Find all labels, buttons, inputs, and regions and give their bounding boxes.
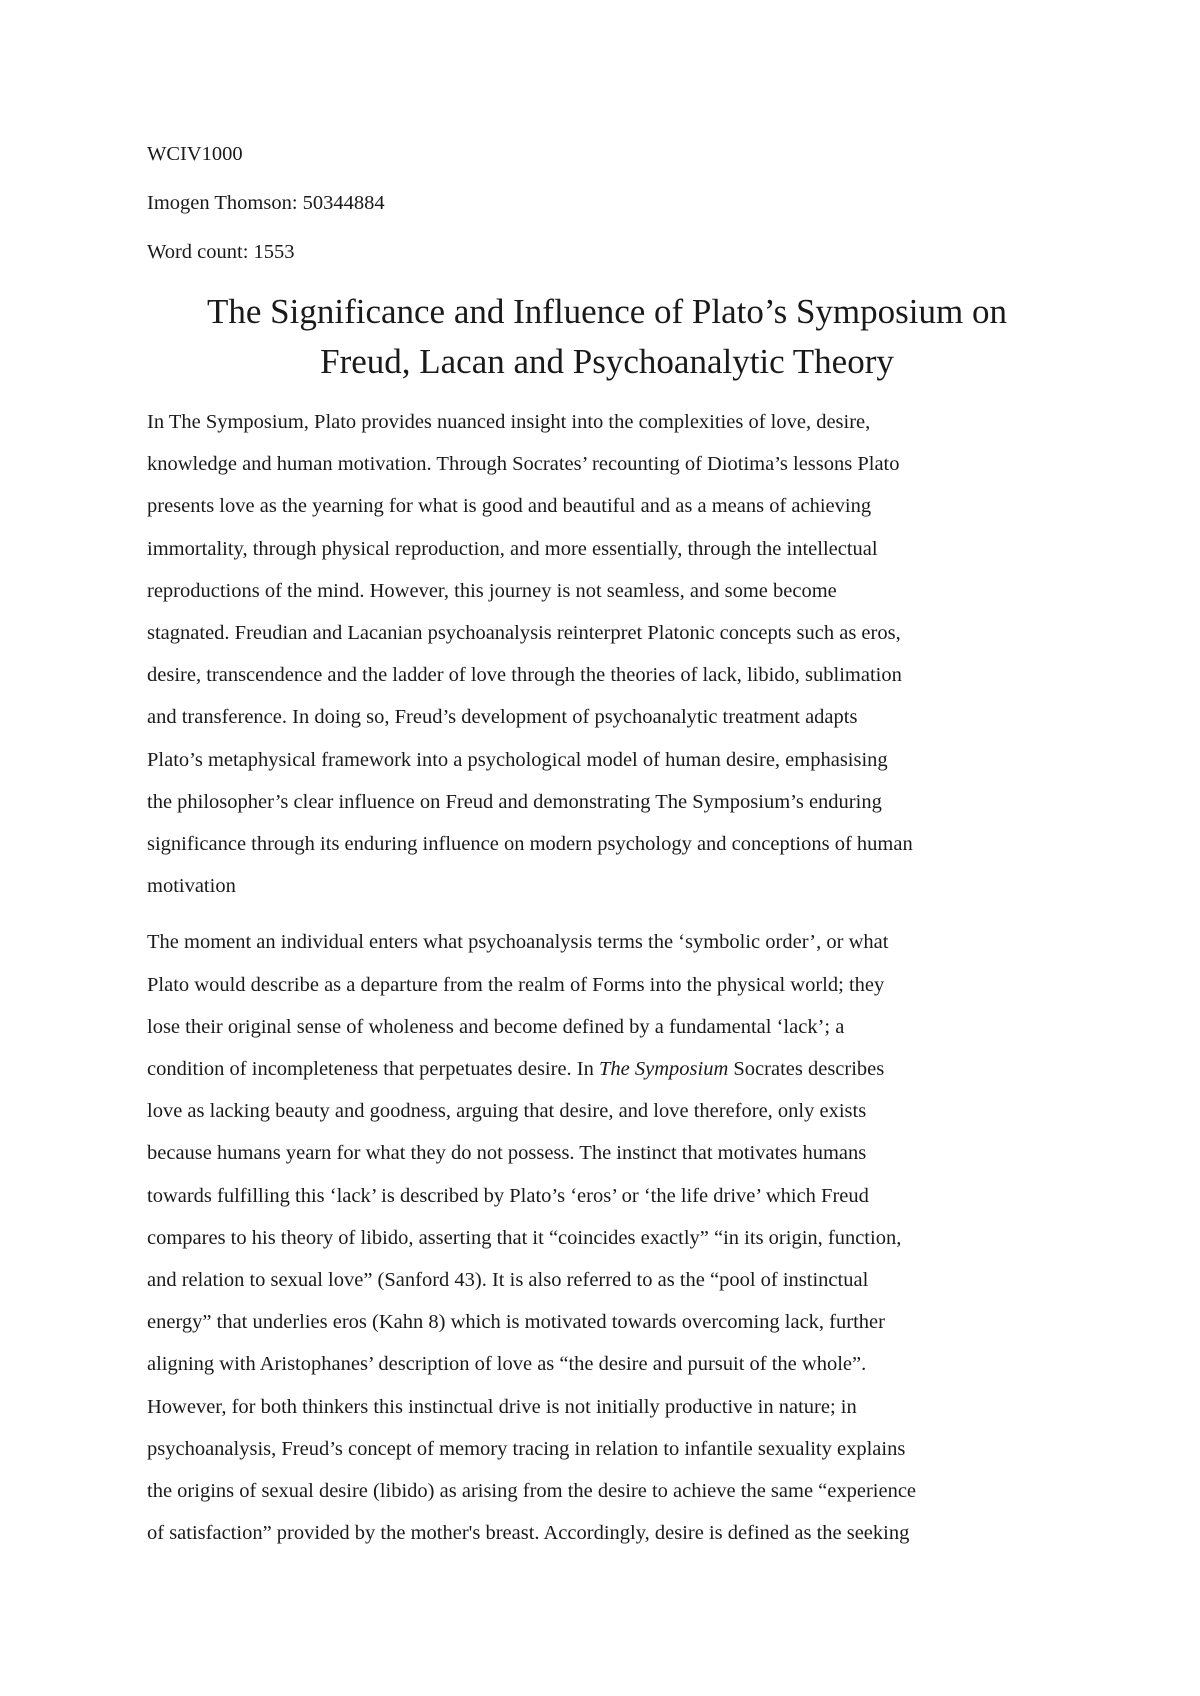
italic-work-title: The Symposium (599, 1058, 729, 1081)
word-count: Word count: 1553 (147, 241, 295, 263)
text-line: The moment an individual enters what psychoanalysis terms the ‘symbolic order’, or what (147, 931, 889, 954)
text-line: aligning with Aristophanes’ description of love as “the desire and pursuit of the whole”. (147, 1353, 867, 1376)
essay-title (147, 287, 1067, 387)
text-line: knowledge and human motivation. Through Socrates’ recounting of Diotima’s lessons Plato (147, 453, 900, 476)
document-body (147, 140, 1067, 1568)
text-line: lose their original sense of wholeness and become defined by a fundamental ‘lack’; a (147, 1015, 845, 1038)
text-line-with-italic (147, 1048, 1067, 1090)
text-line: significance through its enduring influence on modern psychology and conceptions of human (147, 833, 913, 856)
text-line: Plato’s metaphysical framework into a psychological model of human desire, emphasising (147, 748, 888, 771)
text-line: stagnated. Freudian and Lacanian psychoanalysis reinterpret Platonic concepts such as eros, (147, 622, 901, 645)
text-line: because humans yearn for what they do not possess. The instinct that motivates humans (147, 1142, 867, 1165)
text-line: In The Symposium, Plato provides nuanced insight into the complexities of love, desire, (147, 411, 871, 433)
text-line: However, for both thinkers this instinctual drive is not initially productive in nature; in (147, 1395, 857, 1418)
text-run: condition of incompleteness that perpetuates desire. In (147, 1058, 600, 1081)
text-run: Socrates describes (728, 1058, 885, 1081)
text-line: immortality, through physical reproduction, and more essentially, through the intellectual (147, 537, 878, 560)
text-line: towards fulfilling this ‘lack’ is described by Plato’s ‘eros’ or ‘the life drive’ which Freud (147, 1184, 869, 1207)
text-line: the origins of sexual desire (libido) as arising from the desire to achieve the same “experience (147, 1480, 917, 1503)
essay-title-line: Freud, Lacan and Psychoanalytic Theory (320, 342, 894, 381)
essay-title-line: The Significance and Influence of Plato’s Symposium on (207, 292, 1007, 331)
text-line: presents love as the yearning for what is good and beautiful and as a means of achieving (147, 495, 872, 518)
text-line: and transference. In doing so, Freud’s development of psychoanalytic treatment adapts (147, 706, 858, 729)
text-line: compares to his theory of libido, asserting that it “coincides exactly” “in its origin, function, (147, 1226, 902, 1249)
text-line: Plato would describe as a departure from the realm of Forms into the physical world; they (147, 973, 885, 996)
text-line: energy” that underlies eros (Kahn 8) which is motivated towards overcoming lack, further (147, 1311, 885, 1334)
course-code: WCIV1000 (147, 143, 243, 165)
text-line: desire, transcendence and the ladder of love through the theories of lack, libido, sublimation (147, 664, 902, 687)
paragraph-2 (147, 921, 1067, 1554)
student-name-id: Imogen Thomson: 50344884 (147, 192, 385, 214)
text-line: reproductions of the mind. However, this journey is not seamless, and some become (147, 579, 837, 602)
text-line: love as lacking beauty and goodness, arguing that desire, and love therefore, only exists (147, 1100, 867, 1123)
paragraph-1 (147, 401, 1067, 907)
text-line: the philosopher’s clear influence on Freud and demonstrating The Symposium’s enduring (147, 790, 882, 813)
text-line: psychoanalysis, Freud’s concept of memory tracing in relation to infantile sexuality explains (147, 1437, 906, 1460)
text-line: motivation (147, 875, 236, 898)
text-line: of satisfaction” provided by the mother's breast. Accordingly, desire is defined as the seeking (147, 1522, 910, 1545)
text-line: and relation to sexual love” (Sanford 43). It is also referred to as the “pool of instinctual (147, 1269, 869, 1292)
